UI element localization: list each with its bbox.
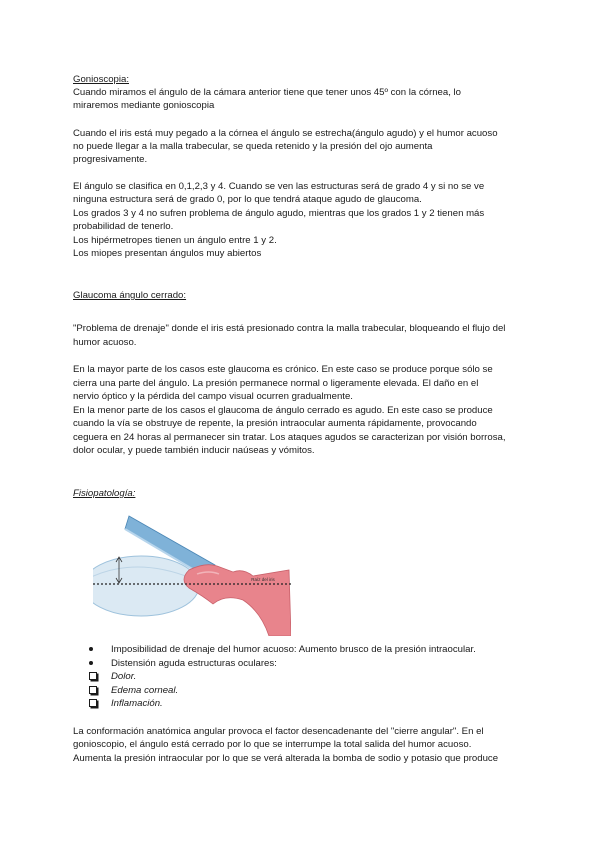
text-line: Aumenta la presión intraocular por lo que se verá alterada la bomba de sodio y potasio que produce: [73, 753, 499, 764]
text-line: cuando la vía se obstruye de repente, la presión intraocular aumenta rápidamente, provocando: [73, 418, 477, 429]
text-line: progresivamente.: [73, 154, 148, 165]
angle-closure-diagram: [93, 500, 291, 636]
text-line: "Problema de drenaje" donde el iris está presionado contra la malla trabecular, bloqueando el flujo del: [73, 323, 506, 334]
text-line: gonioscopio, el ángulo está cerrado por lo que se interrumpe la total salida del humor acuoso.: [73, 739, 472, 750]
text-line: Los grados 3 y 4 no sufren problema de ángulo agudo, mientras que los grados 1 y 2 tienen más: [73, 208, 485, 219]
text-line: dolor ocular, y puede también inducir naúseas y vómitos.: [73, 445, 315, 456]
list-item: Dolor.: [89, 670, 136, 683]
text-line: cierra una parte del ángulo. La presión permanece normal o ligeramente elevada. El daño en el: [73, 378, 479, 389]
list-item: Imposibilidad de drenaje del humor acuoso: Aumento brusco de la presión intraocular.: [89, 643, 476, 656]
text-line: nervio óptico y la pérdida del campo visual ocurren gradualmente.: [73, 391, 353, 402]
list-item: Inflamación.: [89, 697, 163, 710]
text-line: Los hipérmetropes tienen un ángulo entre 1 y 2.: [73, 235, 277, 246]
checkbox-bullet-icon: [89, 699, 97, 707]
checkbox-bullet-icon: [89, 686, 97, 694]
lens-shape: [93, 556, 199, 616]
text-line: Cuando el iris está muy pegado a la córnea el ángulo se estrecha(ángulo agudo) y el humor acuoso: [73, 128, 498, 139]
heading-gonioscopia: Gonioscopia:: [73, 74, 129, 85]
text-line: En la menor parte de los casos el glaucoma de ángulo cerrado es agudo. En este caso se produce: [73, 405, 493, 416]
text-line: Cuando miramos el ángulo de la cámara anterior tiene que tener unos 45º con la córnea, lo: [73, 87, 462, 98]
text-line: no puede llegar a la malla trabecular, se queda retenido y la presión del ojo aumenta: [73, 141, 433, 152]
figure-label-raiz-del-iris: Raíz del iris: [251, 577, 275, 582]
bullet-icon: [89, 647, 93, 651]
list-item: Edema corneal.: [89, 684, 178, 697]
checkbox-bullet-icon: [89, 672, 97, 680]
heading-fisiopatologia: Fisiopatología:: [73, 488, 136, 499]
text-line: En la mayor parte de los casos este glaucoma es crónico. En este caso se produce porque sólo se: [73, 364, 493, 375]
text-line: La conformación anatómica angular provoca el factor desencadenante del "cierre angular". En el: [73, 726, 484, 737]
text-line: miraremos mediante gonioscopia: [73, 100, 215, 111]
bullet-icon: [89, 661, 93, 665]
text-line: humor acuoso.: [73, 337, 137, 348]
text-line: El ángulo se clasifica en 0,1,2,3 y 4. Cuando se ven las estructuras será de grado 4 y si no se ve: [73, 181, 485, 192]
list-item: Distensión aguda estructuras oculares:: [89, 657, 277, 670]
text-line: Los miopes presentan ángulos muy abiertos: [73, 248, 262, 259]
heading-glaucoma-angulo-cerrado: Glaucoma ángulo cerrado:: [73, 290, 187, 301]
text-line: ninguna estructura será de grado 0, por lo que tendrá ataque agudo de glaucoma.: [73, 194, 422, 205]
text-line: ceguera en 24 horas al permanecer sin tratar. Los ataques agudos se caracterizan por visión borrosa,: [73, 432, 506, 443]
text-line: probabilidad de tenerlo.: [73, 221, 174, 232]
